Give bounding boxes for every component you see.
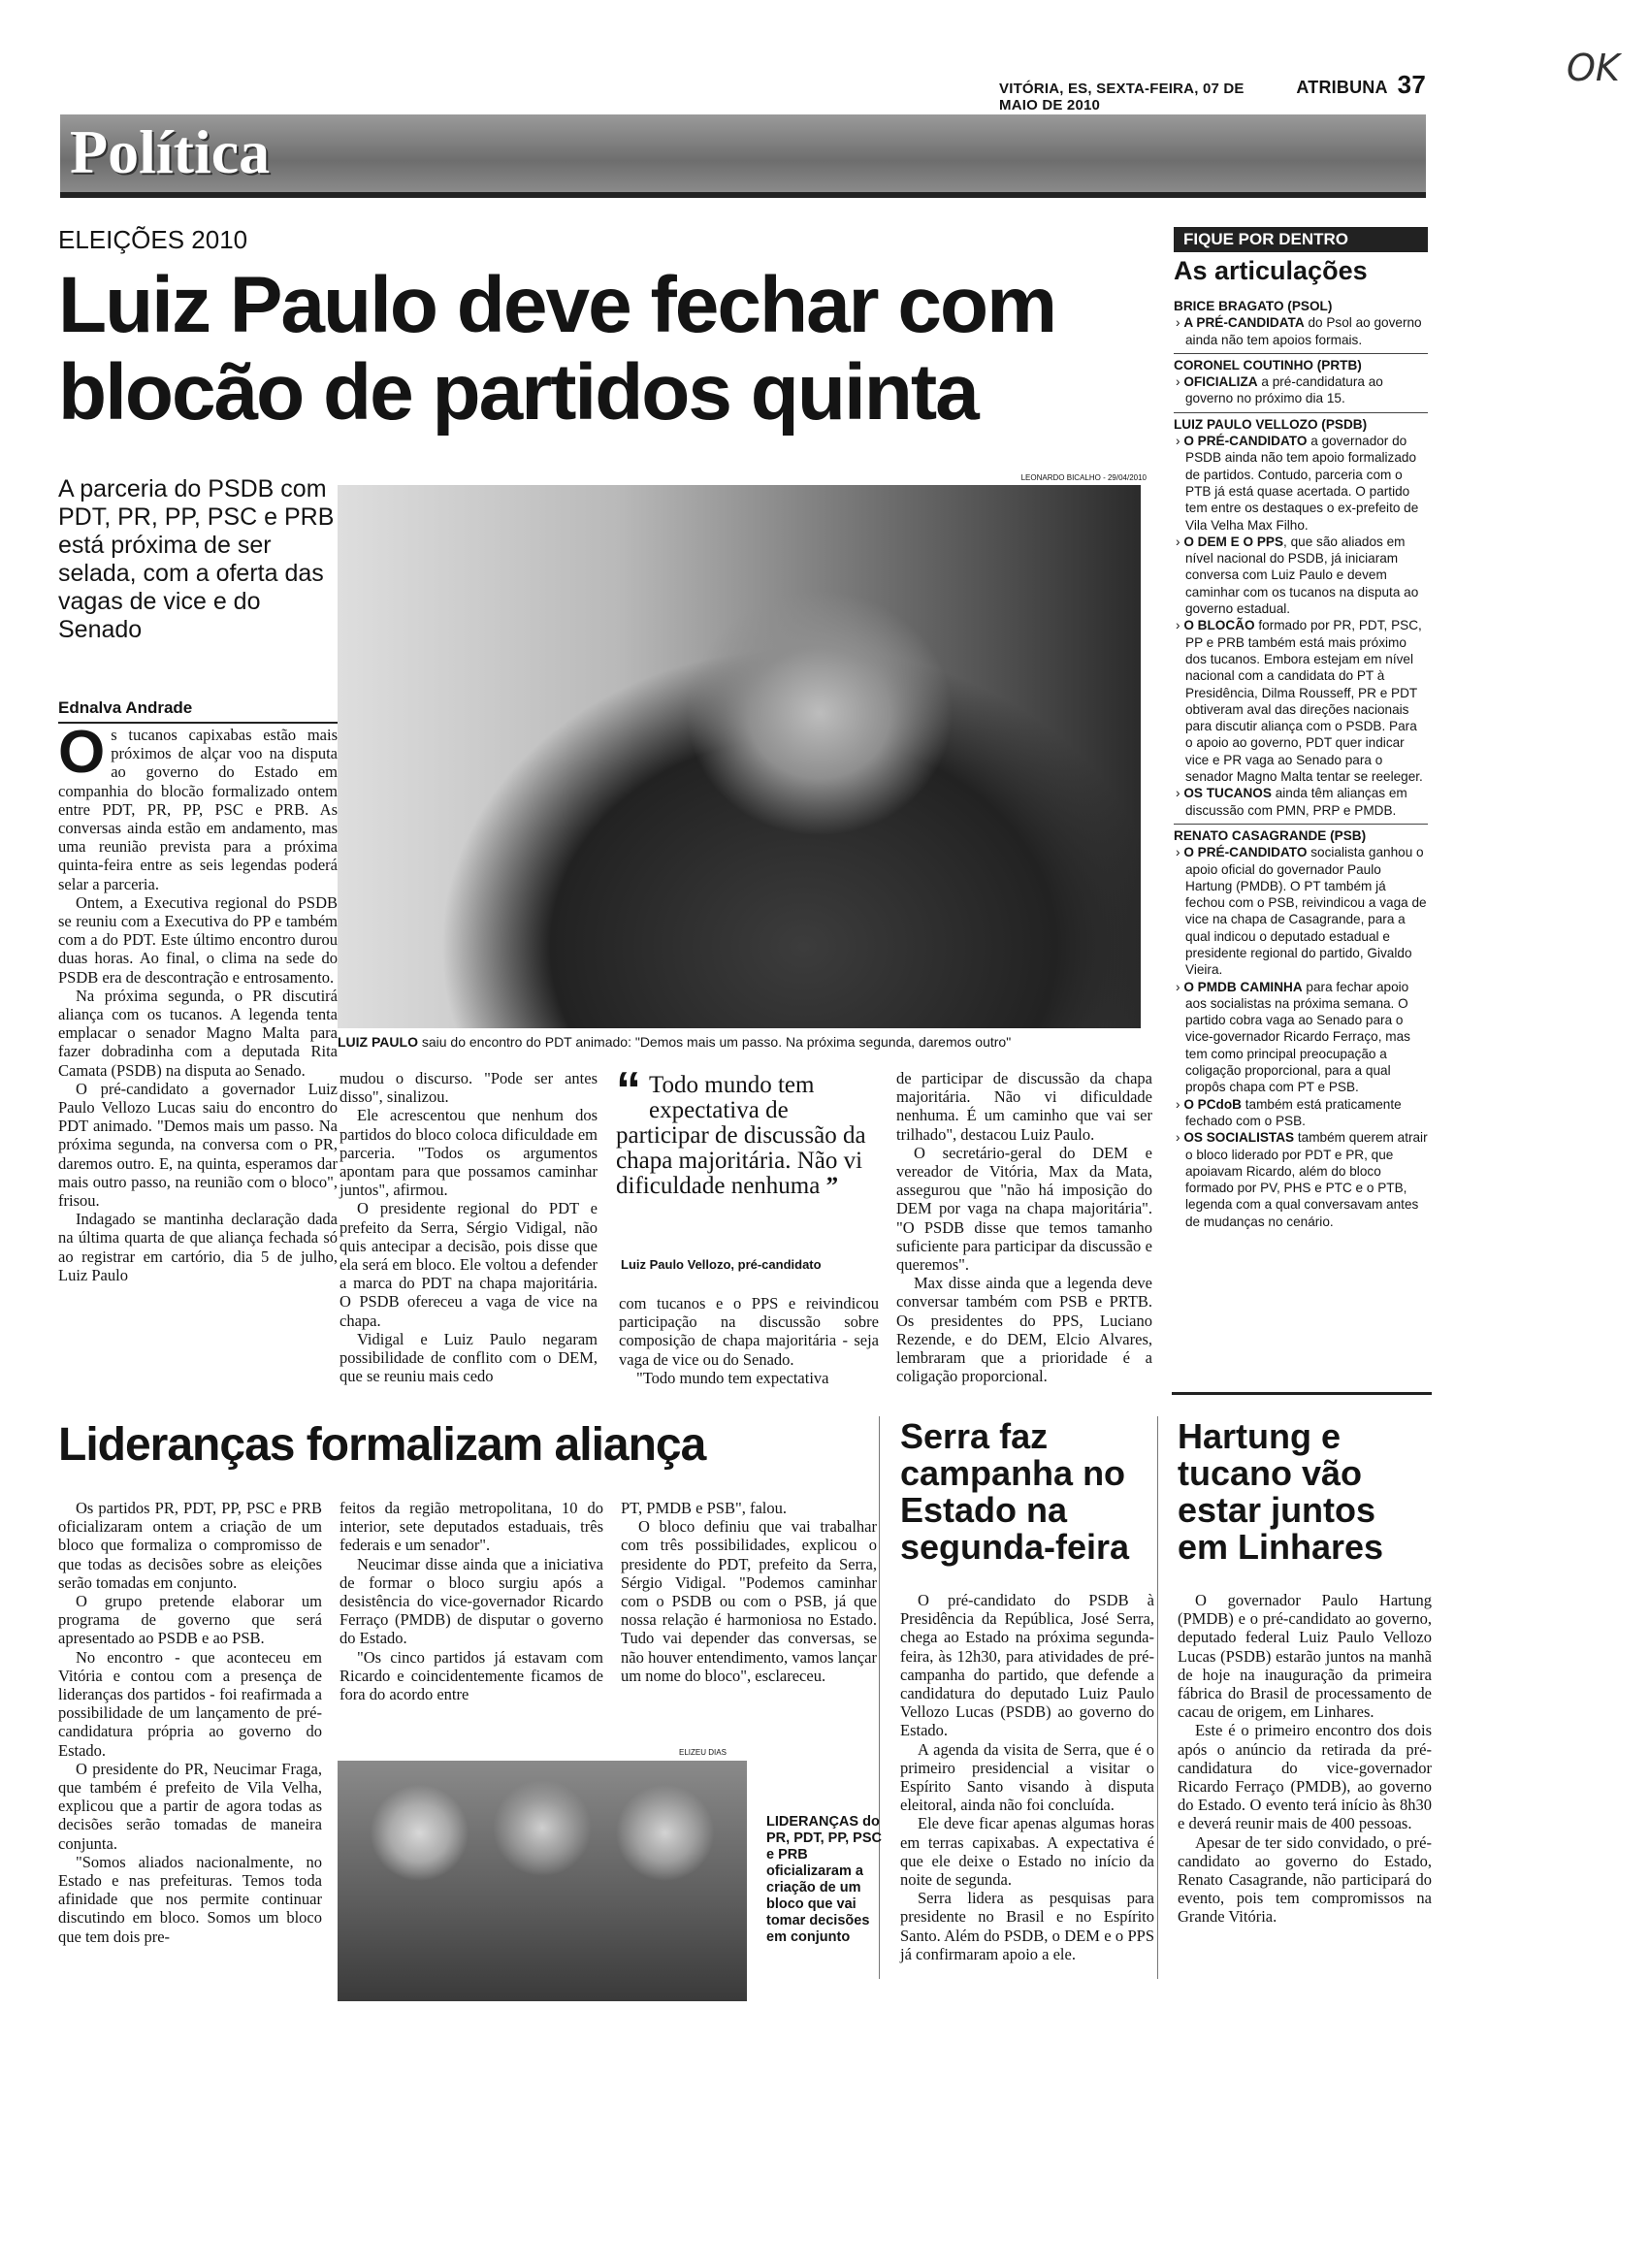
story2-column-3	[621, 1499, 877, 1685]
column-divider	[1157, 1416, 1158, 1979]
paragraph: Ontem, a Executiva regional do PSDB se reuniu com a Executiva do PP e também com a do PDT. Este último encontro durou duas horas. Ao final, o clima na sede do PSDB era de descontração e entrosamento.	[58, 892, 338, 987]
story2-column-2	[340, 1499, 603, 1703]
lead-column-1	[58, 719, 338, 1284]
paragraph: O presidente regional do PDT e prefeito da Serra, Sérgio Vidigal, não quis antecipar a decisão, pois disse que ela será em bloco. Ele voltou a defender a marca do PDT na chapa majoritária. O PSDB ofereceu a vaga de vice na chapa.	[340, 1199, 598, 1330]
caption-text: saiu do encontro do PDT animado: "Demos mais um passo. Na próxima segunda, daremos outro"	[417, 1034, 1012, 1050]
lead-column-4	[896, 1069, 1152, 1385]
paragraph: O pré-candidato do PSDB à Presidência da República, José Serra, chega ao Estado na próxima segunda-feira, às 12h30, para atividades de pré-campanha do partido, que defende a candidatura do deputado Luiz Paulo Vellozo Lucas (PSDB) ao governo do Estado.	[900, 1591, 1154, 1740]
sidebar-item: › O PCdoB também está praticamente fechado com o PSB.	[1176, 1096, 1402, 1128]
sidebar-label: FIQUE POR DENTRO	[1174, 227, 1428, 252]
sidebar-item-text: do Psol ao governo ainda não tem apoios formais.	[1185, 315, 1422, 347]
paragraph: Na próxima segunda, o PR discutirá aliança com os tucanos. A legenda tenta emplacar o senador Magno Malta para fazer dobradinha com a deputada Rita Camata (PSDB) na disputa ao Senado.	[58, 986, 338, 1080]
handwritten-mark: OK	[1567, 47, 1620, 89]
paragraph: Serra lidera as pesquisas para presidente no Brasil e no Espírito Santo. Além do PSDB, o DEM e o PPS já confirmaram apoio a ele.	[900, 1889, 1154, 1963]
sidebar-item-text: também querem atrair o bloco liderado por PDT e PR, que apoiavam Ricardo, além do bloco formado por PV, PHS e PTC e o PTB, legenda com a qual conversavam antes de mudanças no cenário.	[1185, 1130, 1428, 1229]
story2-photo	[338, 1761, 747, 2001]
paragraph: No encontro - que aconteceu em Vitória e contou com a presença de lideranças dos partidos - foi reafirmada a possibilidade de um lançamento de pré-candidatura própria ao governo do Estado.	[58, 1647, 322, 1760]
photo-caption	[338, 1034, 1152, 1050]
sidebar-item-text: formado por PR, PDT, PSC, PP e PRB também está mais próximo dos tucanos. Embora estejam em nível nacional com a candidata do PT à Presidência, Dilma Rousseff, PR e PDT obtiveram aval das direções nacionais para discutir aliança com o PSDB. Para o apoio ao governo, PDT quer indicar vice e PR vaga ao Senado para o senador Magno Malta tentar se reeleger.	[1185, 618, 1423, 785]
paragraph: Apesar de ter sido convidado, o pré-candidato ao governo do Estado, Renato Casagrande, não participará do evento, pois tem compromissos na Grande Vitória.	[1178, 1832, 1432, 1927]
story2-column-1	[58, 1499, 322, 1946]
paragraph: de participar de discussão da chapa majoritária. Não vi dificuldade nenhuma. É um caminho que vai ser trilhado", destacou Luiz Paulo.	[896, 1069, 1152, 1144]
sidebar-body	[1174, 295, 1428, 1230]
lead-deck: A parceria do PSDB com PDT, PR, PP, PSC e PRB está próxima de ser selada, com a oferta das vagas de vice e do Senado	[58, 475, 335, 643]
byline: Ednalva Andrade	[58, 698, 340, 724]
publication-name: ATRIBUNA	[1296, 78, 1388, 97]
sidebar-entry-name: RENATO CASAGRANDE (PSB)	[1174, 824, 1428, 844]
sidebar-bottom-rule	[1172, 1392, 1432, 1395]
paragraph: Max disse ainda que a legenda deve conversar também com PSB e PRTB. Os presidentes do PPS, Luciano Rezende, e do DEM, Elcio Alvares, lembraram que a prioridade é a coligação proporcional.	[896, 1274, 1152, 1386]
sidebar-item: › OS SOCIALISTAS também querem atrair o bloco liderado por PDT e PR, que apoiavam Ricardo, além do bloco formado por PV, PHS e PTC e o PTB, legenda com a qual conversavam antes de mudanças no cenário.	[1176, 1130, 1428, 1229]
sidebar-item-lead: O PRÉ-CANDIDATO	[1183, 434, 1308, 449]
pull-quote-text: Todo mundo tem expectativa de participar de discussão da chapa majoritária. Não vi dificuldade nenhuma	[616, 1072, 866, 1199]
story2-photo-caption: LIDERANÇAS do PR, PDT, PP, PSC e PRB oficializaram a criação de um bloco que vai tomar decisões em conjunto	[766, 1814, 882, 1945]
photo2-credit: ELIZEU DIAS	[679, 1748, 727, 1757]
paragraph: Neucimar disse ainda que a iniciativa de formar o bloco surgiu após a desistência do vice-governador Ricardo Ferraço (PMDB) de disputar o governo do Estado.	[340, 1554, 603, 1648]
sidebar-item-lead: O DEM E O PPS	[1183, 534, 1284, 549]
lead-column-3	[619, 1294, 879, 1387]
story3-headline: Serra faz campanha no Estado na segunda-feira	[900, 1416, 1130, 1567]
paragraph: "Os cinco partidos já estavam com Ricardo e coincidentemente ficamos de fora do acordo entre	[340, 1647, 603, 1704]
paragraph: O grupo pretende elaborar um programa de governo que será apresentado ao PSDB e ao PSB.	[58, 1592, 322, 1648]
paragraph: O pré-candidato a governador Luiz Paulo Vellozo Lucas saiu do encontro do PDT animado. "Demos mais um passo. Na próxima segunda, na conversa com o PR, daremos outro. E, na quinta, esperamos dar mais outro passo, na reunião com o bloco", frisou.	[58, 1079, 338, 1211]
sidebar-entry-name: BRICE BRAGATO (PSOL)	[1174, 299, 1333, 313]
sidebar-title: As articulações	[1174, 256, 1368, 285]
sidebar-item-lead: O BLOCÃO	[1183, 618, 1255, 633]
story2-headline: Lideranças formalizam aliança	[58, 1419, 706, 1471]
sidebar-item-text: ainda têm alianças em discussão com PMN, PRP e PMDB.	[1185, 786, 1407, 818]
paragraph: Indagado se mantinha declaração dada na última quarta de que aliança fechada só ao registrar em cartório, dia 5 de julho, Luiz Paulo	[58, 1210, 338, 1284]
story4-body	[1178, 1591, 1432, 1927]
story4-headline: Hartung e tucano vão estar juntos em Linhares	[1178, 1416, 1384, 1567]
sidebar-item: › OFICIALIZA a pré-candidatura ao governo no próximo dia 15.	[1176, 374, 1383, 406]
sidebar-item-lead: O PMDB CAMINHA	[1183, 979, 1303, 994]
sidebar-item-text: socialista ganhou o apoio oficial do governador Paulo Hartung (PMDB). O PT também já fechou com o PSB, reivindicou a vaga de vice na chapa de Casagrande, para a qual indicou o deputado estadual e presidente regional do partido, Givaldo Vieira.	[1185, 845, 1427, 978]
dropcap: O	[58, 719, 106, 786]
paragraph: com tucanos e o PPS e reivindicou participação na discussão sobre composição de chapa majoritária - seja vaga de vice ou do Senado.	[619, 1294, 879, 1369]
paragraph: Os partidos PR, PDT, PP, PSC e PRB oficializaram ontem a criação de um bloco que formaliza o compromisso de que todas as decisões sobre as eleições serão tomadas em conjunto.	[58, 1499, 322, 1592]
lead-photo	[338, 485, 1141, 1028]
sidebar-item: › O PRÉ-CANDIDATO socialista ganhou o apoio oficial do governador Paulo Hartung (PMDB). O PT também já fechou com o PSB, reivindicou a vaga de vice na chapa de Casagrande, para a qual indicou o deputado estadual e presidente regional do partido, Givaldo Vieira.	[1176, 845, 1427, 978]
sidebar-item-text: também está praticamente fechado com o PSB.	[1185, 1096, 1402, 1128]
sidebar-item: › O BLOCÃO formado por PR, PDT, PSC, PP e PRB também está mais próximo dos tucanos. Embora estejam em nível nacional com a candidata do PT à Presidência, Dilma Rousseff, PR e PDT obtiveram aval das direções nacionais para discutir aliança com o PSDB. Para o apoio ao governo, PDT quer indicar vice e PR vaga ao Senado para o senador Magno Malta tentar se reeleger.	[1176, 618, 1423, 785]
paragraph: "Todo mundo tem expectativa	[636, 1368, 829, 1387]
sidebar-item-text: a governador do PSDB ainda não tem apoio formalizado de partidos. Contudo, parceria com o PTB já está quase acertada. O partido tem entre os destaques o ex-prefeito de Vila Velha Max Filho.	[1185, 434, 1419, 533]
section-rule	[60, 192, 1426, 198]
sidebar-item: › A PRÉ-CANDIDATA do Psol ao governo ainda não tem apoios formais.	[1176, 315, 1422, 347]
sidebar-item-text: a pré-candidatura ao governo no próximo dia 15.	[1185, 374, 1383, 406]
paragraph: Este é o primeiro encontro dos dois após o anúncio da retirada da pré-candidatura do vice-governador Ricardo Ferraço (PMDB), ao governo do Estado. O evento terá início às 8h30 e deverá reunir mais de 400 pessoas.	[1178, 1721, 1432, 1833]
paragraph: O governador Paulo Hartung (PMDB) e o pré-candidato ao governo, deputado federal Luiz Paulo Vellozo Lucas (PSDB) estarão juntos na manhã de hoje na inauguração da primeira fábrica do Brasil de processamento de cacau de origem, em Linhares.	[1178, 1591, 1432, 1722]
sidebar-item-lead: A PRÉ-CANDIDATA	[1183, 315, 1305, 331]
masthead	[999, 70, 1426, 113]
sidebar-item: › O PMDB CAMINHA para fechar apoio aos socialistas na próxima semana. O partido cobra vaga ao Senado para o vice-governador Ricardo Ferraço, mas tem como principal preocupação a coligação proporcional, para a qual propôs chapa com PT e PSB.	[1176, 979, 1410, 1095]
sidebar-item-lead: O PRÉ-CANDIDATO	[1183, 845, 1308, 860]
story3-body	[900, 1591, 1154, 1963]
dateline: VITÓRIA, ES, SEXTA-FEIRA, 07 DE MAIO DE 2010	[999, 81, 1245, 113]
sidebar-item: › O PRÉ-CANDIDATO a governador do PSDB ainda não tem apoio formalizado de partidos. Contudo, parceria com o PTB já está quase acertada. O partido tem entre os destaques o ex-prefeito de Vila Velha Max Filho.	[1176, 434, 1419, 533]
sidebar-item-lead: OS SOCIALISTAS	[1183, 1130, 1295, 1146]
paragraph: Ele acrescentou que nenhum dos partidos do bloco coloca dificuldade em parceria. "Todos os argumentos apontam para que possamos caminhar juntos", afirmou.	[340, 1106, 598, 1200]
kicker: ELEIÇÕES 2010	[58, 225, 248, 254]
page-number: 37	[1397, 70, 1426, 99]
paragraph: PT, PMDB e PSB", falou.	[621, 1499, 787, 1517]
paragraph: "Somos aliados nacionalmente, no Estado e nas prefeituras. Temos toda afinidade que nos permite continuar discutindo em bloco. Somos um bloco que tem dois pre-	[58, 1852, 322, 1946]
sidebar-item: › O DEM E O PPS, que são aliados em nível nacional do PSDB, já iniciaram conversa com Luiz Paulo e devem caminhar com os tucanos na disputa ao governo estadual.	[1176, 534, 1419, 617]
paragraph: O secretário-geral do DEM e vereador de Vitória, Max da Mata, assegurou que "não há imposição do DEM por vaga na chapa majoritária". "O PSDB disse que temos tamanho suficiente para participar da discussão e queremos".	[896, 1143, 1152, 1275]
sidebar-item-lead: OS TUCANOS	[1183, 786, 1272, 801]
sidebar-item-text: , que são aliados em nível nacional do PSDB, já iniciaram conversa com Luiz Paulo e devem caminhar com os tucanos na disputa ao governo estadual.	[1185, 534, 1419, 617]
lead-column-2	[340, 1069, 598, 1385]
sidebar-entry-name: CORONEL COUTINHO (PRTB)	[1174, 353, 1428, 373]
pull-quote: “ Todo mundo tem expectativa de participar de discussão da chapa majoritária. Não vi dificuldade nenhuma ”	[616, 1062, 866, 1199]
paragraph: s tucanos capixabas estão mais próximos de alçar voo na disputa ao governo do Estado em companhia do blocão formalizado ontem entre PDT, PR, PP, PSC e PRB. As conversas ainda estão em andamento, mas uma reunião prevista para a próxima quinta-feira entre as seis legendas poderá selar a parceria.	[58, 726, 338, 893]
photo-credit: LEONARDO BICALHO - 29/04/2010	[1020, 473, 1147, 482]
sidebar-item-text: para fechar apoio aos socialistas na próxima semana. O partido cobra vaga ao Senado para o vice-governador Ricardo Ferraço, mas tem como principal preocupação a coligação proporcional, para a qual propôs chapa com PT e PSB.	[1185, 979, 1410, 1095]
sidebar-item-lead: O PCdoB	[1183, 1096, 1242, 1112]
sidebar-item-lead: OFICIALIZA	[1183, 374, 1258, 390]
caption-lead: LUIZ PAULO	[338, 1034, 418, 1050]
quote-mark-icon: “	[616, 1062, 641, 1118]
sidebar-entry-name: LUIZ PAULO VELLOZO (PSDB)	[1174, 412, 1428, 433]
paragraph: feitos da região metropolitana, 10 do interior, sete deputados estaduais, três federais e um senador".	[340, 1499, 603, 1555]
paragraph: Ele deve ficar apenas algumas horas em terras capixabas. A expectativa é que ele deixe o Estado no início da noite de segunda.	[900, 1814, 1154, 1890]
sidebar-item: › OS TUCANOS ainda têm alianças em discussão com PMN, PRP e PMDB.	[1176, 786, 1407, 818]
paragraph: A agenda da visita de Serra, que é o primeiro presidencial a visitar o Espírito Santo visando à disputa eleitoral, ainda não foi concluída.	[900, 1739, 1154, 1815]
paragraph: Vidigal e Luiz Paulo negaram possibilidade de conflito com o DEM, que se reuniu mais cedo	[340, 1329, 598, 1386]
paragraph: mudou o discurso. "Pode ser antes disso", sinalizou.	[340, 1069, 598, 1107]
paragraph: O bloco definiu que vai trabalhar com três possibilidades, explicou o presidente do PDT, prefeito da Serra, Sérgio Vidigal. "Podemos caminhar com o PSDB ou com o PSB, já que nossa relação é harmoniosa no Estado. Tudo vai depender das conversas, se não houver entendimento, vamos lançar um nome do bloco", esclareceu.	[621, 1517, 877, 1685]
paragraph: O presidente do PR, Neucimar Fraga, que também é prefeito de Vila Velha, explicou que a partir de agora todas as decisões serão tomadas de maneira conjunta.	[58, 1759, 322, 1853]
section-title: Política	[70, 117, 271, 186]
pull-quote-attribution: Luiz Paulo Vellozo, pré-candidato	[621, 1257, 822, 1272]
lead-headline: Luiz Paulo deve fechar com blocão de partidos quinta	[58, 261, 1055, 437]
